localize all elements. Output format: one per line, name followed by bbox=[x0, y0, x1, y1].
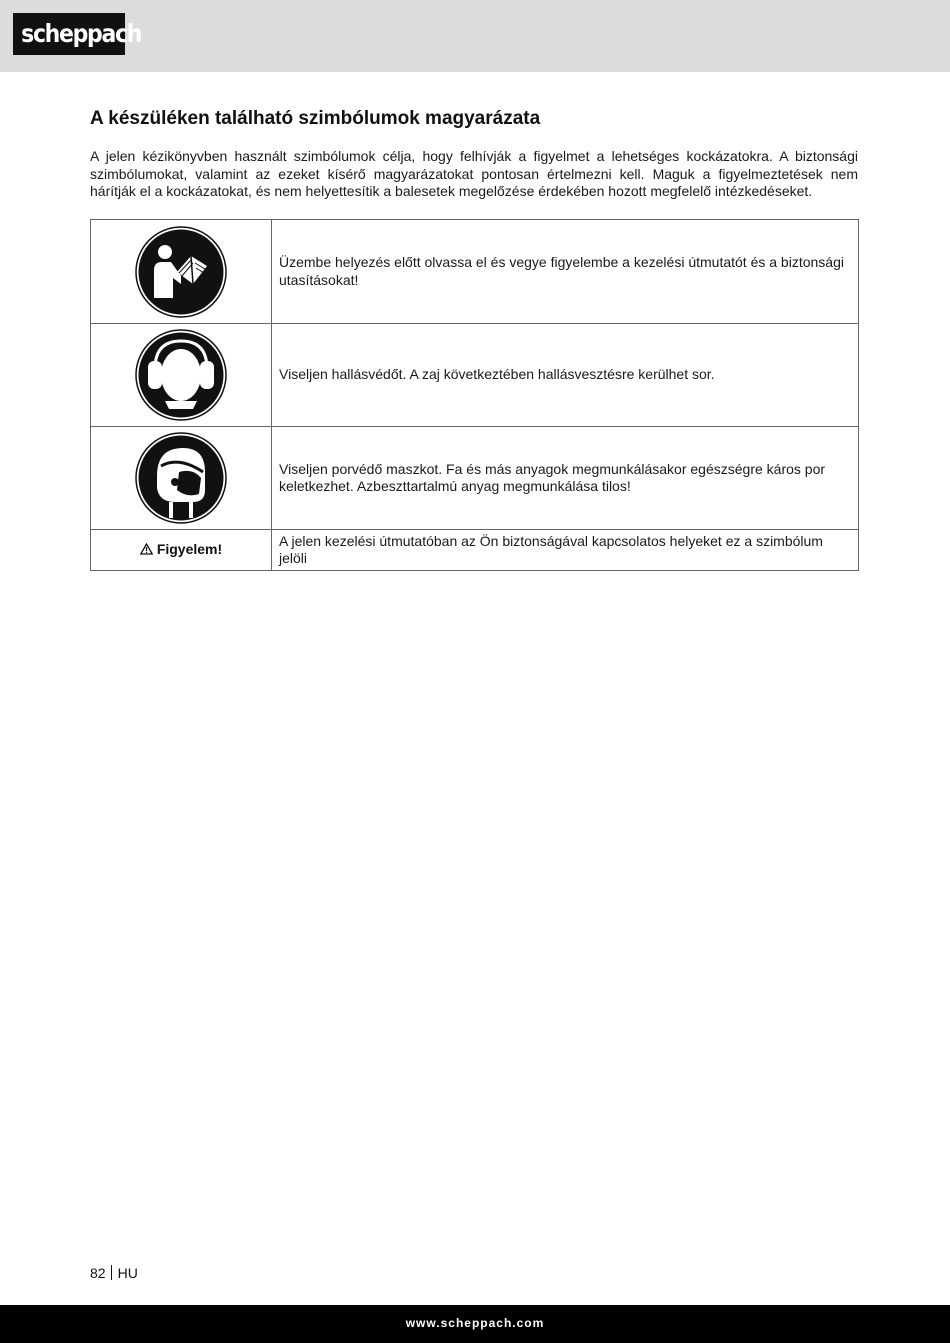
intro-paragraph: A jelen kézikönyvben használt szimbólumok célja, hogy felhívják a figyelmet a lehetséges kockázatokra. A biztonsági szimbólumokat, valamint az ezeket kísérő magyarázatokat pontosan értelmezni kell. Maguk a figyelmeztetések nem hárítják el a kockázatokat, és nem helyettesítik a balesetek megelőzése érdekében hozott megfelelő intézkedéseket. bbox=[90, 148, 858, 199]
symbol-description: A jelen kezelési útmutatóban az Ön biztonságával kapcsolatos helyeket ez a szimbólum jelöli bbox=[272, 530, 859, 571]
divider bbox=[111, 1265, 112, 1280]
footer-band bbox=[0, 1305, 950, 1343]
symbols-table bbox=[90, 219, 859, 571]
symbol-description: Viseljen porvédő maszkot. Fa és más anyagok megmunkálásakor egészségre káros por keletkezhet. Azbeszttartalmú anyag megmunkálása tilos! bbox=[272, 427, 859, 530]
icon-cell bbox=[91, 220, 272, 324]
website-url: www.scheppach.com bbox=[405, 1316, 545, 1330]
table-row bbox=[91, 324, 859, 427]
page-number bbox=[90, 1265, 138, 1281]
icon-cell bbox=[91, 324, 272, 427]
page-title: A készüléken található szimbólumok magyarázata bbox=[90, 108, 541, 129]
warning-label-cell bbox=[91, 530, 272, 571]
table-row bbox=[91, 530, 859, 571]
symbol-description: Viseljen hallásvédőt. A zaj következtében hallásvesztésre kerülhet sor. bbox=[272, 324, 859, 427]
table-row bbox=[91, 220, 859, 324]
header-band bbox=[0, 0, 950, 72]
ear-protection-icon bbox=[135, 329, 227, 421]
scheppach-logo: scheppach bbox=[13, 13, 125, 55]
warning-triangle-icon bbox=[140, 543, 153, 555]
symbol-description: Üzembe helyezés előtt olvassa el és vegye figyelembe a kezelési útmutatót és a biztonsági utasításokat! bbox=[272, 220, 859, 324]
language-code: HU bbox=[117, 1265, 138, 1281]
read-manual-icon bbox=[135, 226, 227, 318]
warning-label: Figyelem! bbox=[156, 541, 223, 557]
table-row bbox=[91, 427, 859, 530]
dust-mask-icon bbox=[135, 432, 227, 524]
icon-cell bbox=[91, 427, 272, 530]
page-number-value: 82 bbox=[90, 1265, 106, 1281]
